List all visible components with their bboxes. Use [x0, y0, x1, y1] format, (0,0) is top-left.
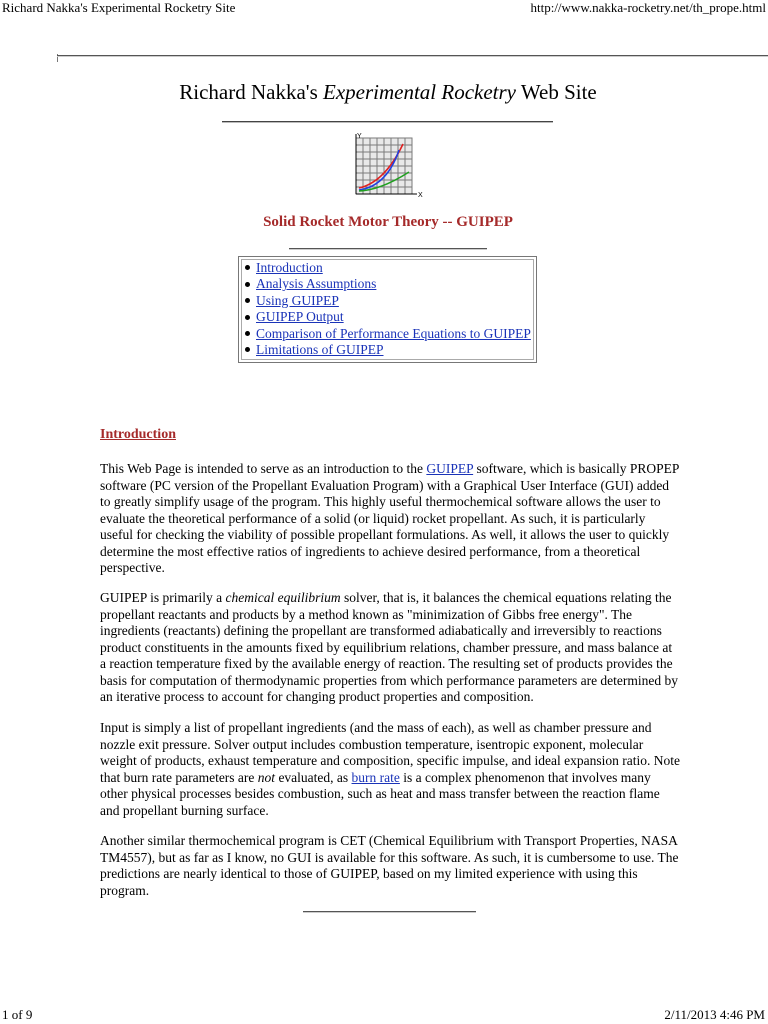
- toc-item: [243, 293, 531, 309]
- bullet-icon: [245, 282, 250, 287]
- intro-paragraph-2: GUIPEP is primarily a chemical equilibrium solver, that is, it balances the chemical equations relating the propellant reactants and products by a method known as "minimization of Gibbs free energy". The ingredients (reactants) defining the propellant are transformed adiabatically and irreversibly to reactions product constituents in the amounts fixed by equilibrium relations, chamber pressure, and mass balance at a reaction temperature fixed by the available energy of reaction. The resulting set of products provides the basis for computation of thermodynamic properties from which performance parameters are determined by an iterative process to account for changing product properties and composition.: [100, 590, 679, 704]
- bullet-icon: [245, 315, 250, 320]
- logo-y-label: Y: [357, 133, 362, 140]
- intro-paragraph-3: Input is simply a list of propellant ingredients (and the mass of each), as well as chamber pressure and nozzle exit pressure. Solver output includes combustion temperature, isentropic exponent, molecular weight of products, exhaust temperature and composition, specific impulse, and ideal expansion ratio. Note that burn rate parameters are not evaluated, as burn rate is a complex phenomenon that involves many other physical processes besides combustion, such as heat and mass transfer between the reaction flame and propellant burning surface.: [100, 720, 680, 818]
- bullet-icon: [245, 265, 250, 270]
- bullet-icon: [245, 347, 250, 352]
- introduction-heading: Introduction: [100, 427, 176, 442]
- toc-link-using-guipep[interactable]: Using GUIPEP: [256, 292, 339, 308]
- toc-item: [243, 326, 531, 342]
- logo-x-label: X: [418, 192, 423, 198]
- subtitle-divider: [289, 248, 487, 250]
- bullet-icon: [245, 298, 250, 303]
- toc-link-guipep-output[interactable]: GUIPEP Output: [256, 309, 344, 325]
- intro-paragraph-4: Another similar thermochemical program is CET (Chemical Equilibrium with Transport Properties, NASA TM4557), but as far as I know, no GUI is available for this software. As such, it is cumbersome to use. The predictions are nearly identical to those of GUIPEP, based on my limited experience with using this program.: [100, 833, 679, 898]
- site-title-suffix: Web Site: [516, 80, 597, 104]
- bottom-divider: [303, 911, 476, 913]
- toc-link-introduction[interactable]: Introduction: [256, 260, 323, 275]
- toc-item: [243, 260, 531, 276]
- site-title-italic: Experimental Rocketry: [323, 80, 516, 104]
- toc-item: [243, 309, 531, 325]
- burn-rate-link[interactable]: burn rate: [351, 769, 400, 785]
- toc-link-limitations[interactable]: Limitations of GUIPEP: [256, 342, 384, 358]
- toc-item: [243, 342, 531, 358]
- site-title: [0, 80, 768, 105]
- top-divider: [57, 55, 768, 57]
- title-divider: [222, 121, 553, 123]
- print-header-url: http://www.nakka-rocketry.net/th_prope.html: [530, 0, 766, 15]
- intro-paragraph-1: This Web Page is intended to serve as an introduction to the GUIPEP software, which is basically PROPEP software (PC version of the Propellant Evaluation Program) with a Graphical User Interface (GUI) added to greatly simplify usage of the program. This highly useful thermochemical software allows the user to evaluate the theoretical performance of a solid (or liquid) rocket propellant. As such, it is particularly useful for checking the viability of possible propellant formulations. As well, it allows the user to quickly determine the most effective ratios of ingredients to achieve desired performance, from a theoretical perspective.: [100, 461, 679, 575]
- toc-link-comparison[interactable]: Comparison of Performance Equations to GUIPEP: [256, 325, 531, 341]
- toc-item: [243, 276, 531, 292]
- graph-icon: [351, 130, 427, 203]
- print-footer-page-count: 1 of 9: [2, 1007, 33, 1022]
- bullet-icon: [245, 331, 250, 336]
- guipep-link[interactable]: GUIPEP: [426, 461, 474, 476]
- table-of-contents: [238, 256, 537, 363]
- print-header-title: Richard Nakka's Experimental Rocketry Site: [2, 0, 236, 15]
- page-subtitle: Solid Rocket Motor Theory -- GUIPEP: [263, 214, 513, 230]
- print-footer-datetime: 2/11/2013 4:46 PM: [664, 1007, 765, 1022]
- toc-link-analysis-assumptions[interactable]: Analysis Assumptions: [256, 276, 377, 292]
- site-title-prefix: Richard Nakka's: [179, 80, 323, 104]
